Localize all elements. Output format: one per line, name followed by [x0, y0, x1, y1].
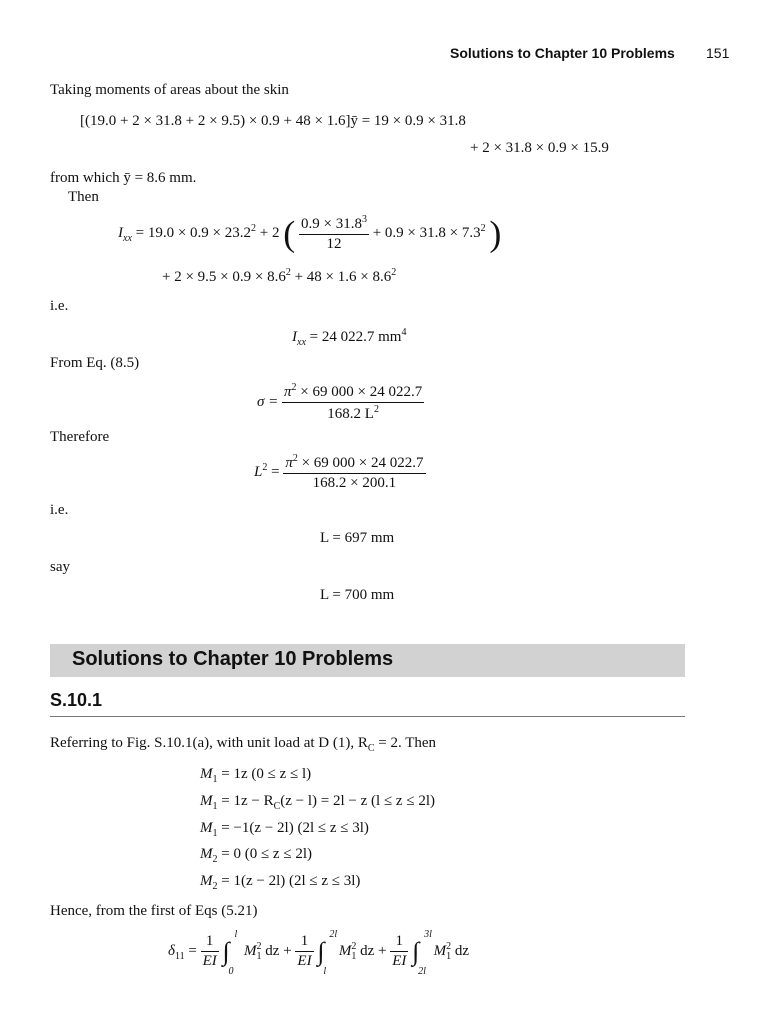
equation-ixx — [118, 214, 501, 253]
equation-m-line-2: $M_1 = 1z - R_C(z - l) = 2l - z$ (l ≤ z ≤ 2l) — [200, 793, 435, 812]
subsection-title: S.10.1 — [50, 690, 103, 710]
paragraph-from-eq: From Eq. (8.5) — [50, 355, 140, 371]
equation-moments: [(19.0 + 2 × 31.8 + 2 × 9.5) × 0.9 + 48 × 1.6]ȳ = 19 × 0.9 × 31.8 — [80, 113, 466, 129]
delta-sub: 11 — [174, 950, 185, 962]
ixx-fraction-den: 12 — [299, 234, 369, 253]
subsection-rule — [50, 716, 685, 717]
sigma-denominator: 168.2 L — [327, 406, 374, 422]
delta-fraction-1: $\frac{1}{EI}$ — [202, 933, 217, 969]
delta-fraction-3: $\frac{1}{EI}$ — [392, 933, 407, 969]
integral-2-icon: ∫ 2l l — [317, 928, 338, 977]
l2-denominator: 168.2 × 200.1 — [283, 473, 425, 492]
paragraph-therefore: Therefore — [50, 429, 110, 445]
equation-delta-11: $\delta_{11}$ = $\frac{1}{EI}$ ∫ l 0 $M^2_1$ dz + $\frac{1}{EI}$ ∫ 2l l $M^2_1$ dz + $\frac{1}{EI}$ ∫ 3l 2l $M^2_1$ dz — [168, 928, 470, 977]
ixx-fraction-num-exp: 3 — [361, 214, 367, 225]
paragraph-say: say — [50, 559, 70, 575]
equation-m-line-1: $M_1 = 1z$ (0 ≤ z ≤ l) — [200, 766, 312, 785]
ixx-fraction — [299, 214, 369, 253]
paragraph-ybar: from which ȳ = 8.6 mm. — [50, 170, 197, 186]
equation-sigma — [257, 382, 424, 423]
ixx-result-value: = 24 022.7 mm — [309, 329, 402, 345]
ixx-fraction-num: 0.9 × 31.8 — [301, 216, 362, 232]
ixx-line2-a: + 2 × 9.5 × 0.9 × 8.6 — [162, 269, 286, 285]
paragraph-ie-1: i.e. — [50, 298, 69, 314]
ixx-line2-b-exp: 2 — [391, 267, 397, 278]
delta-fraction-2: $\frac{1}{EI}$ — [297, 933, 312, 969]
equation-l-say: L = 700 mm — [320, 587, 395, 603]
ixx-line2-a-exp: 2 — [285, 267, 291, 278]
paragraph-referring — [50, 735, 436, 754]
section-title: Solutions to Chapter 10 Problems — [72, 648, 394, 670]
referring-end: = 2. Then — [374, 735, 437, 751]
referring-sub: C — [367, 743, 375, 754]
l2-pi: π — [285, 455, 293, 471]
ixx-term-c: + 0.9 × 31.8 × 7.3 — [372, 224, 481, 241]
l2-fraction: $\frac{\pi^2 \times 69 000 \times 24 022.7}{168.2 \times 200.1}$ — [285, 453, 424, 491]
l2-numerator: × 69 000 × 24 022.7 — [297, 455, 424, 471]
sigma-fraction: $\frac{\pi^2 \times 69 000 \times 24 022.7}{168.2 L^2}$ — [284, 382, 423, 422]
equation-ixx-result — [292, 327, 406, 348]
equation-ixx-line2 — [162, 267, 396, 286]
equation-l-result: L = 697 mm — [320, 530, 395, 546]
right-paren: ) — [489, 213, 502, 254]
referring-text: Referring to Fig. S.10.1(a), with unit load at D (1), R — [50, 735, 368, 751]
ixx-line2-b: + 48 × 1.6 × 8.6 — [290, 269, 392, 285]
ixx-result-exp: 4 — [401, 327, 407, 338]
paragraph-moments: Taking moments of areas about the skin — [50, 82, 289, 98]
sigma-lhs: σ = — [257, 393, 279, 410]
equation-moments-continued: + 2 × 31.8 × 0.9 × 15.9 — [470, 140, 609, 156]
ixx-term-a-exp: 2 — [251, 222, 257, 234]
ixx-term-a: = 19.0 × 0.9 × 23.2 — [135, 224, 252, 241]
ixx-symbol: $I_{xx}$ — [118, 224, 132, 244]
paragraph-then: Then — [68, 189, 99, 205]
equation-m-line-4: $M_2 = 0$ (0 ≤ z ≤ 2l) — [200, 846, 312, 865]
paragraph-hence: Hence, from the first of Eqs (5.21) — [50, 903, 258, 919]
running-header-title: Solutions to Chapter 10 Problems — [450, 45, 675, 61]
equation-m-line-5: $M_2 = 1(z - 2l) (2l \le z \le 3l)$ — [200, 873, 361, 892]
section-heading-band — [50, 644, 685, 677]
integral-1-icon: ∫ l 0 — [222, 928, 238, 977]
equation-m-line-3: $M_1 = -1(z - 2l) (2l \le z \le 3l)$ — [200, 820, 369, 839]
equation-l-squared: $L^2$ = $\frac{\pi^2 \times 69 000 \times 24 022.7}{168.2 \times 200.1}$ — [254, 453, 424, 491]
l2-symbol: L — [254, 463, 263, 480]
integral-3-icon: ∫ 3l 2l — [412, 928, 432, 977]
page-number: 151 — [706, 45, 730, 61]
delta-symbol: δ — [168, 942, 175, 959]
sigma-pi: π — [284, 384, 292, 400]
ixx-term-c-exp: 2 — [480, 222, 486, 234]
ixx-term-b: + 2 — [256, 224, 280, 241]
sigma-numerator: × 69 000 × 24 022.7 — [296, 384, 423, 400]
ixx-result-symbol: $I_{xx}$ — [292, 329, 306, 348]
paragraph-ie-2: i.e. — [50, 502, 69, 518]
left-paren: ( — [283, 213, 296, 254]
